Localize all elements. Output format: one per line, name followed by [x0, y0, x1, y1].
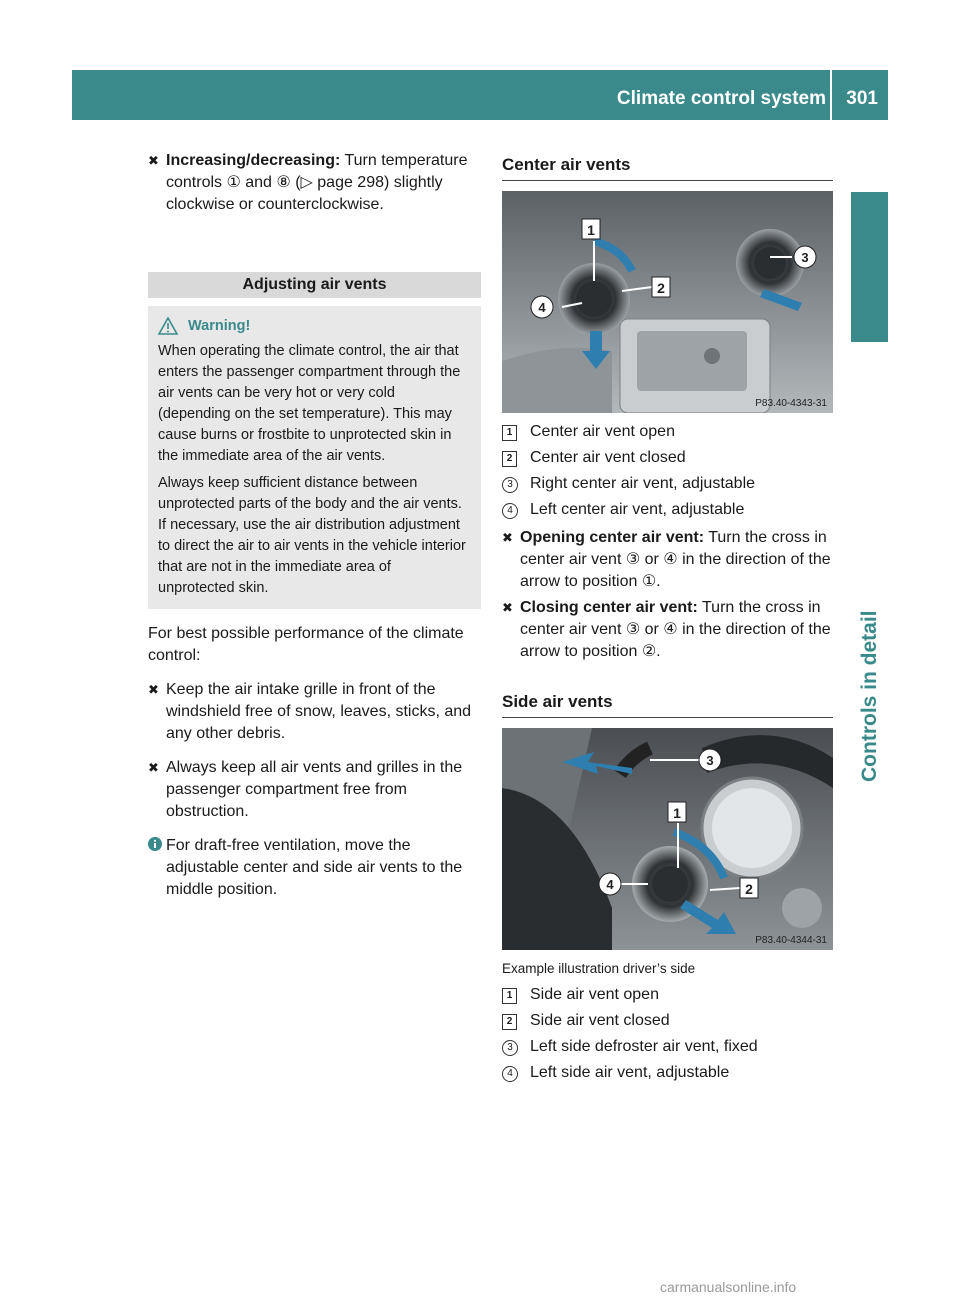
center-vents-heading: Center air vents — [502, 154, 833, 181]
step-text: Always keep all air vents and grilles in the passenger compartment free from obstruction. — [166, 759, 463, 820]
position-marker: 2 — [502, 451, 517, 467]
step-bold: Increasing/decreasing: — [166, 152, 341, 169]
legend-item — [502, 471, 833, 497]
legend-label: Side air vent closed — [530, 1012, 670, 1029]
legend-item — [502, 419, 833, 445]
legend-label: Center air vent open — [530, 423, 675, 440]
page-number: 301 — [846, 88, 878, 109]
step-marker-icon: ✖ — [148, 682, 159, 697]
photo-code: P83.40-4344-31 — [755, 935, 827, 946]
svg-text:4: 4 — [606, 877, 614, 892]
left-column — [148, 150, 481, 901]
side-tab — [851, 192, 888, 1202]
svg-text:3: 3 — [706, 753, 714, 768]
step-marker-icon: ✖ — [148, 760, 159, 775]
legend-item — [502, 497, 833, 523]
step-marker-icon: ✖ — [148, 153, 159, 168]
step-text: Turn the cross in center air vent ③ or ④ in the direction of the arrow to position ②. — [520, 599, 831, 660]
right-column — [502, 150, 833, 1086]
center-legend — [502, 419, 833, 523]
step-text: Turn temperature controls ① and ⑧ (▷ page 298) slightly clockwise or counterclockwise. — [166, 152, 468, 213]
step-keep-grille — [148, 679, 481, 745]
legend-item — [502, 445, 833, 471]
section-title: Adjusting air vents — [148, 272, 481, 298]
svg-text:3: 3 — [801, 250, 809, 265]
callout-marker: 3 — [502, 1040, 518, 1056]
side-tab-block — [851, 192, 888, 342]
callout-marker: 3 — [502, 477, 518, 493]
warning-triangle-icon — [158, 317, 178, 335]
legend-label: Left side air vent, adjustable — [530, 1064, 730, 1081]
legend-item — [502, 1034, 833, 1060]
legend-item — [502, 1008, 833, 1034]
info-text: For draft-free ventilation, move the adjustable center and side air vents to the middle position. — [166, 837, 463, 898]
legend-label: Left side defroster air vent, fixed — [530, 1038, 758, 1055]
position-marker: 2 — [502, 1014, 517, 1030]
legend-label: Left center air vent, adjustable — [530, 501, 745, 518]
legend-label: Center air vent closed — [530, 449, 686, 466]
position-marker: 1 — [502, 988, 517, 1004]
svg-text:1: 1 — [587, 222, 595, 238]
info-icon — [148, 837, 162, 851]
warning-paragraph: When operating the climate control, the air that enters the passenger compartment through the air vents can be very hot or very cold (depending on the set temperature). This may cause burns or frostbite to unprotected skin in the immediate area of the air vents. — [158, 343, 461, 464]
svg-text:4: 4 — [538, 300, 546, 315]
step-bold: Closing center air vent: — [520, 599, 698, 616]
photo-code: P83.40-4343-31 — [755, 398, 827, 409]
svg-text:1: 1 — [673, 805, 681, 821]
step-keep-vents — [148, 757, 481, 823]
step-open-center — [502, 527, 833, 593]
legend-item — [502, 982, 833, 1008]
svg-text:2: 2 — [745, 881, 753, 897]
step-close-center — [502, 597, 833, 663]
watermark: carmanualsonline.info — [660, 1279, 797, 1295]
side-tab-label: Controls in detail — [858, 610, 881, 782]
callout-marker: 4 — [502, 1066, 518, 1082]
step-increasing — [148, 150, 481, 216]
position-marker: 1 — [502, 425, 517, 441]
callout-marker: 4 — [502, 503, 518, 519]
side-vents-photo — [502, 728, 833, 950]
center-vents-illustration — [502, 191, 833, 413]
side-vents-caption: Example illustration driver’s side — [502, 961, 696, 976]
warning-paragraph: Always keep sufficient distance between unprotected parts of the body and the air vents. If necessary, use the air distribution adjustment to direct the air to air vents in the vehicle interior that are not in the immediate area of unprotected skin. — [158, 475, 466, 596]
header-divider — [830, 70, 832, 120]
legend-label: Side air vent open — [530, 986, 659, 1003]
step-text: Turn the cross in center air vent ③ or ④ in the direction of the arrow to position ①. — [520, 529, 831, 590]
legend-item — [502, 1060, 833, 1086]
center-vents-photo — [502, 191, 833, 413]
step-marker-icon: ✖ — [502, 530, 513, 545]
page-title: Climate control system — [616, 88, 826, 109]
warning-box — [148, 306, 481, 609]
side-vents-illustration — [502, 728, 833, 950]
side-legend — [502, 982, 833, 1086]
side-vents-heading: Side air vents — [502, 691, 833, 718]
warning-title: Warning! — [188, 318, 251, 334]
step-bold: Opening center air vent: — [520, 529, 705, 546]
step-text: Keep the air intake grille in front of the windshield free of snow, leaves, sticks, and any other debris. — [166, 681, 472, 742]
svg-text:2: 2 — [657, 280, 665, 296]
warning-heading — [158, 316, 471, 337]
intro-text: For best possible performance of the climate control: — [148, 625, 464, 664]
legend-label: Right center air vent, adjustable — [530, 475, 756, 492]
header-bar — [72, 70, 888, 120]
step-marker-icon: ✖ — [502, 600, 513, 615]
info-note — [148, 835, 481, 901]
